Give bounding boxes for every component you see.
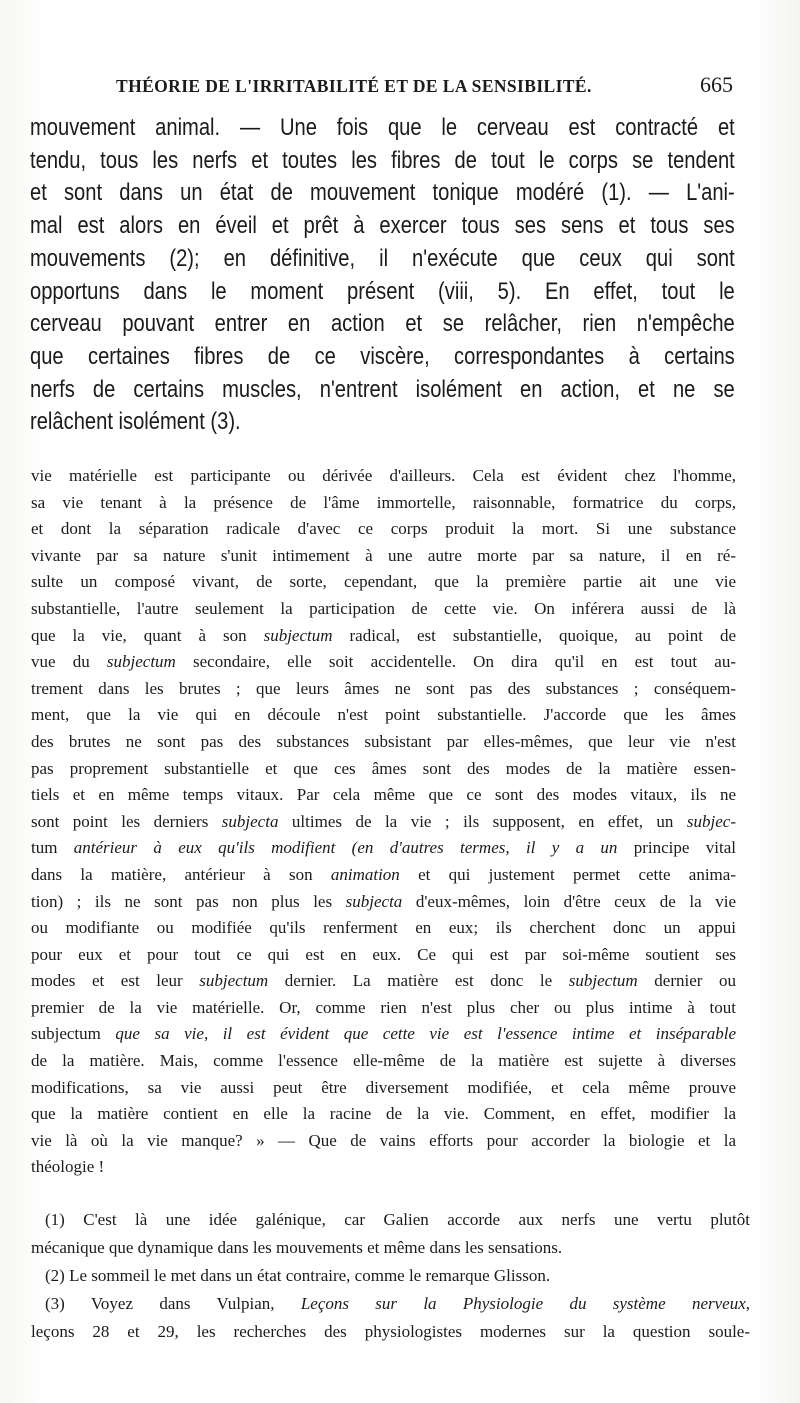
text-line <box>31 623 736 650</box>
text-segment: radical, est substantielle, quoique, au point de <box>332 625 736 645</box>
italic-term: que sa vie, il est évident que cette vie est l'essence intime et inséparable <box>100 1024 736 1044</box>
text-line <box>31 1128 736 1155</box>
text-line <box>31 915 736 942</box>
text-line: tendu, tous les nerfs et toutes les fibres de tout le corps se tendent <box>30 146 735 174</box>
text-segment: trement dans les brutes ; que leurs âmes ne sont pas des substances ; conséquem- <box>31 678 736 698</box>
text-line: mouvement animal. — Une fois que le cerveau est contracté et <box>30 114 735 141</box>
text-line <box>31 1234 750 1262</box>
italic-term: subjecta <box>221 811 279 831</box>
text-segment: leçons 28 et 29, les recherches des physiologistes modernes sur la question soule- <box>31 1322 750 1341</box>
text-segment: pas proprement substantielle et que ces âmes sont des modes de la matière essen- <box>31 758 736 778</box>
text-segment: substantielle, l'autre seulement la participation de cette vie. On inférera aussi de là <box>31 598 736 618</box>
text-segment: (2) Le sommeil le met dans un état contraire, comme le remarque Glisson. <box>45 1266 551 1285</box>
text-line <box>31 1318 750 1346</box>
text-segment: mécanique que dynamique dans les mouvements et même dans les sensations. <box>31 1238 563 1257</box>
text-line <box>31 782 736 809</box>
italic-term: Leçons sur la Physiologie du système nerveux <box>300 1294 746 1313</box>
text-segment: vie matérielle est participante ou dérivée d'ailleurs. Cela est évident chez l'homme, <box>31 466 736 485</box>
text-line <box>31 649 736 676</box>
text-line <box>31 756 736 783</box>
text-segment: modifications, sa vie aussi peut être diversement modifiée, et cela même prouve <box>31 1077 736 1097</box>
italic-term: subjectum <box>106 652 176 672</box>
text-segment: d'eux-mêmes, loin d'être ceux de la vie <box>402 891 736 911</box>
text-line <box>31 702 736 729</box>
italic-term: subjec- <box>686 811 736 831</box>
text-line <box>31 889 736 916</box>
italic-term: subjectum <box>199 971 269 991</box>
text-segment: (3) Voyez dans Vulpian, <box>45 1294 301 1313</box>
italic-term: subjectum <box>568 971 638 991</box>
text-segment: des brutes ne sont pas des substances subsistant par elles-mêmes, que leur vie n'est <box>31 731 736 751</box>
text-line <box>31 490 736 517</box>
text-segment: sont point les derniers <box>31 811 222 831</box>
text-segment: que la matière contient en elle la racine de la vie. Comment, en effet, modifier la <box>31 1104 736 1124</box>
text-line: mal est alors en éveil et prêt à exercer tous ses sens et tous ses <box>30 212 735 240</box>
text-segment: ment, que la vie qui en découle n'est point substantielle. J'accorde que les âmes <box>31 705 736 725</box>
text-line: que certaines fibres de ce viscère, correspondantes à certains <box>30 342 735 370</box>
text-segment: et qui justement permet cette anima- <box>399 864 736 884</box>
text-line <box>31 968 736 995</box>
text-line <box>31 1075 736 1102</box>
text-segment: sa vie tenant à la présence de l'âme immortelle, raisonnable, formatrice du corps, <box>31 492 736 512</box>
italic-term: subjecta <box>345 891 403 911</box>
text-line <box>31 1048 736 1075</box>
text-line: relâchent isolément (3). <box>30 408 241 436</box>
text-segment: secondaire, elle soit accidentelle. On dira qu'il en est tout au- <box>175 652 736 672</box>
text-line: mouvements (2); en définitive, il n'exécute que ceux qui sont <box>30 244 735 272</box>
italic-term: animation <box>330 864 400 884</box>
italic-term: subjectum <box>263 625 333 645</box>
text-segment: vie là où la vie manque? » — Que de vains efforts pour accorder la biologie et la <box>31 1130 736 1150</box>
main-paragraph <box>30 112 735 439</box>
italic-term: antérieur à eux qu'ils modifient (en d'autres termes, il y a un <box>57 838 634 858</box>
text-segment: pour eux et pour tout ce qui est en eux. Ce qui est par soi-même soutient ses <box>31 944 736 964</box>
text-segment: premier de la vie matérielle. Or, comme rien n'est plus cher ou plus intime à tout <box>31 997 736 1017</box>
text-line: opportuns dans le moment présent (viii, 5). En effet, tout le <box>30 277 735 305</box>
text-segment: ultimes de la vie ; ils supposent, en effet, un <box>278 811 687 831</box>
text-line: cerveau pouvant entrer en action et se relâcher, rien n'empêche <box>30 310 735 338</box>
text-line <box>31 1290 750 1318</box>
text-line <box>31 569 736 596</box>
text-segment: ou modifiante ou modifiée qu'ils renferment en eux; ils cherchent donc un appui <box>31 918 736 938</box>
text-segment: modes et est leur <box>31 971 200 991</box>
text-segment: tiels et en même temps vitaux. Par cela même que ce sont des modes vitaux, ils ne <box>31 785 736 805</box>
text-line <box>31 596 736 623</box>
text-line <box>31 543 736 570</box>
text-segment: sulte un composé vivant, de sorte, cependant, que la première partie ait une vie <box>31 572 736 592</box>
text-segment: tion) ; ils ne sont pas non plus les <box>31 891 346 911</box>
text-segment: principe vital <box>633 838 736 858</box>
text-segment: théologie ! <box>31 1157 105 1177</box>
text-segment: dans la matière, antérieur à son <box>31 864 331 884</box>
text-line <box>31 729 736 756</box>
text-segment: subjectum <box>31 1024 101 1044</box>
text-line <box>31 942 736 969</box>
continued-note <box>31 463 736 1181</box>
text-line <box>31 1206 750 1234</box>
text-line <box>31 809 736 836</box>
text-segment: dernier ou <box>637 971 736 991</box>
text-segment: tum <box>31 838 58 858</box>
text-line <box>31 995 736 1022</box>
page-number: 665 <box>700 72 733 97</box>
text-line <box>31 463 736 490</box>
text-line <box>31 516 736 543</box>
text-line <box>31 862 736 889</box>
text-segment: , <box>745 1294 750 1313</box>
page-header <box>30 72 733 104</box>
text-line: nerfs de certains muscles, n'entrent isolément en action, et ne se <box>30 375 735 403</box>
text-line <box>31 1021 736 1048</box>
text-segment: vivante par sa nature s'unit intimement à une autre morte par sa nature, il en ré- <box>31 545 736 565</box>
text-line <box>31 1101 736 1128</box>
text-line <box>31 835 736 862</box>
text-line <box>31 1154 736 1181</box>
text-segment: que la vie, quant à son <box>31 625 264 645</box>
text-line <box>31 1262 750 1290</box>
text-line <box>31 676 736 703</box>
text-segment: dernier. La matière est donc le <box>268 971 569 991</box>
text-segment: et dont la séparation radicale d'avec ce corps produit la mort. Si une substance <box>31 519 736 539</box>
text-segment: vue du <box>31 652 107 672</box>
running-head: THÉORIE DE L'IRRITABILITÉ ET DE LA SENSIBILITÉ. <box>116 76 592 96</box>
footnotes <box>31 1206 750 1346</box>
text-segment: de la matière. Mais, comme l'essence elle-même de la matière est sujette à diverses <box>31 1051 736 1071</box>
text-segment: (1) C'est là une idée galénique, car Galien accorde aux nerfs une vertu plutôt <box>45 1210 750 1229</box>
text-line: et sont dans un état de mouvement tonique modéré (1). — L'ani- <box>30 179 735 207</box>
